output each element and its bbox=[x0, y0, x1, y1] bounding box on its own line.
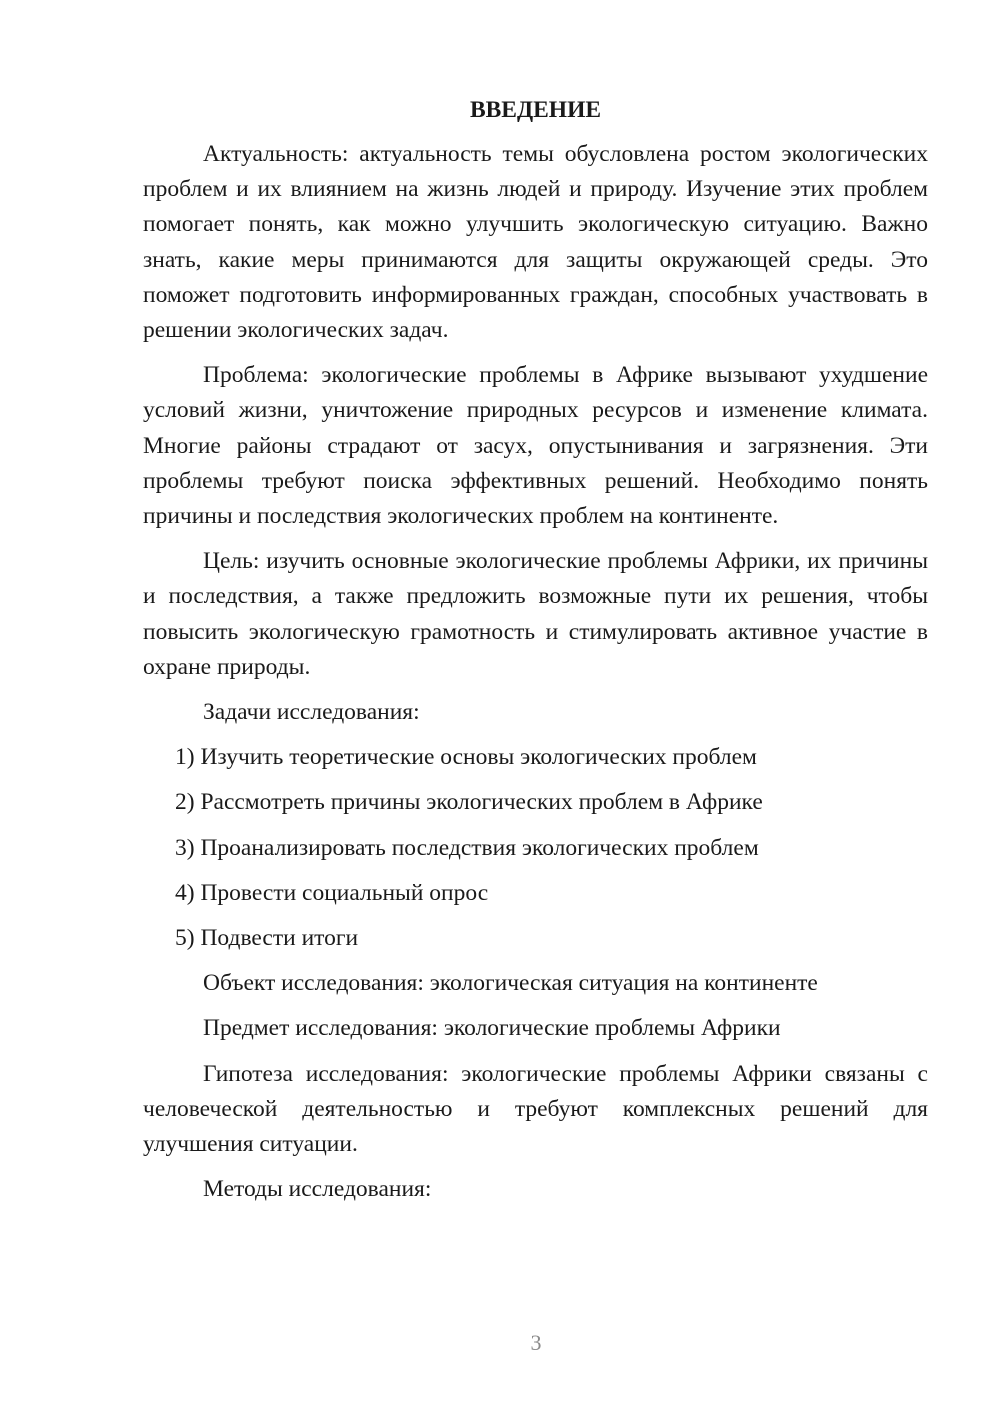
section-title: ВВЕДЕНИЕ bbox=[469, 97, 602, 123]
methods-heading: Методы исследования: bbox=[203, 1176, 432, 1203]
problem-paragraph: Проблема: экологические проблемы в Африке вызывают ухудшение условий жизни, уничтожение природных ресурсов и изменение климата. Многие районы страдают от засух, опустынивания и загрязнения. Эти проблемы требуют поиска эффективных решений. Необходимо понять причины и последствия экологических проблем на континенте. bbox=[143, 362, 928, 530]
task-item-5: 5) Подвести итоги bbox=[175, 925, 359, 952]
task-item-3: 3) Проанализировать последствия экологических проблем bbox=[175, 834, 759, 861]
tasks-heading: Задачи исследования: bbox=[203, 699, 420, 726]
research-subject: Предмет исследования: экологические проблемы Африки bbox=[203, 1015, 781, 1042]
relevance-paragraph: Актуальность: актуальность темы обусловлена ростом экологических проблем и их влиянием на жизнь людей и природу. Изучение этих проблем помогает понять, как можно улучшить экологическую ситуацию. Важно знать, какие меры принимаются для защиты окружающей среды. Это поможет подготовить информированных граждан, способных участвовать в решении экологических задач. bbox=[143, 141, 928, 344]
task-item-1: 1) Изучить теоретические основы экологических проблем bbox=[175, 744, 757, 771]
research-hypothesis: Гипотеза исследования: экологические проблемы Африки связаны с человеческой деятельностью и требуют комплексных решений для улучшения ситуации. bbox=[143, 1060, 928, 1158]
goal-paragraph: Цель: изучить основные экологические проблемы Африки, их причины и последствия, а также предложить возможные пути их решения, чтобы повысить экологическую грамотность и стимулировать активное участие в охране природы. bbox=[143, 548, 928, 680]
task-item-4: 4) Провести социальный опрос bbox=[175, 879, 489, 906]
page-content bbox=[143, 93, 928, 1217]
tasks-list bbox=[143, 740, 928, 956]
research-object: Объект исследования: экологическая ситуация на континенте bbox=[203, 970, 818, 997]
task-item-2: 2) Рассмотреть причины экологических проблем в Африке bbox=[175, 789, 763, 816]
page-number: 3 bbox=[530, 1330, 542, 1355]
